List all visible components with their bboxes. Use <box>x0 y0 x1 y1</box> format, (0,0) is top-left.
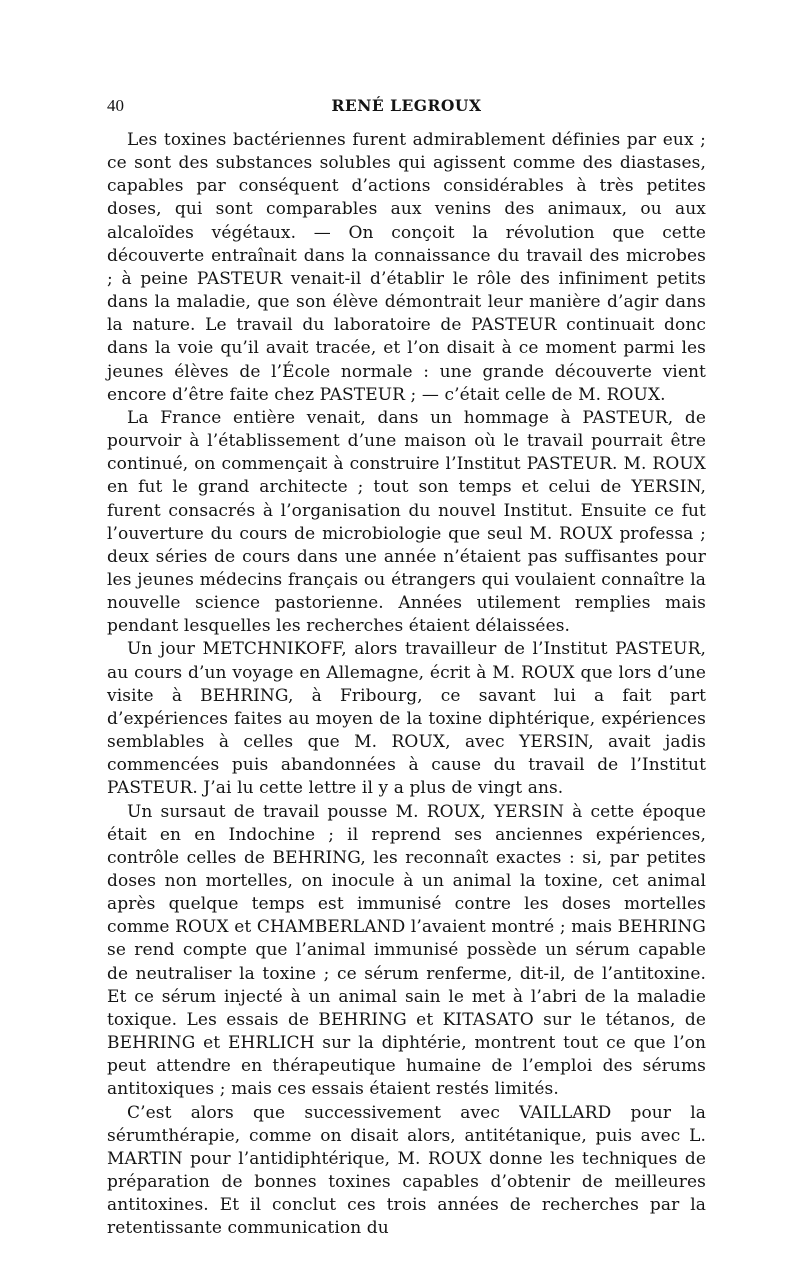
body-text <box>107 129 706 1241</box>
running-head <box>107 96 706 122</box>
paragraph-institut-pasteur: La France entière venait, dans un hommage à PASTEUR, de pourvoir à l’établissement d’une maison où le travail pourrait être continué, on commençait à construire l’Institut PASTEUR. M. ROUX en fut le grand architecte ; tout son temps et celui de YERSIN, furent consacrés à l’organisation du nouvel Institut. Ensuite ce fut l’ouverture du cours de microbiologie que seul M. ROUX professa ; deux séries de cours dans une année n’étaient pas suffisantes pour les jeunes médecins français ou étrangers qui voulaient connaître la nouvelle science pastorienne. Années utilement remplies mais pendant lesquelles les recherches étaient délaissées. <box>107 407 706 637</box>
paragraph-toxines: Les toxines bactériennes furent admirablement définies par eux ; ce sont des substances solubles qui agissent comme des diastases, capables par conséquent d’actions considérables à très petites doses, qui sont comparables aux venins des animaux, ou aux alcaloïdes végétaux. — On conçoit la révolution que cette découverte entraînait dans la connaissance du travail des microbes ; à peine PASTEUR venait-il d’établir le rôle des infiniment petits dans la maladie, que son élève démontrait leur manière d’agir dans la nature. Le travail du laboratoire de PASTEUR continuait donc dans la voie qu’il avait tracée, et l’on disait à ce moment parmi les jeunes élèves de l’École normale : une grande découverte vient encore d’être faite chez PASTEUR ; — c’était celle de M. ROUX. <box>107 130 706 405</box>
paragraph-behring-experiments: Un sursaut de travail pousse M. ROUX, YERSIN à cette époque était en en Indochine ; il reprend ses anciennes expériences, contrôle celles de BEHRING, les reconnaît exactes : si, par petites doses non mortelles, on inocule à un animal la toxine, cet animal après quelque temps est immunisé contre les doses mortelles comme ROUX et CHAMBERLAND l’avaient montré ; mais BEHRING se rend compte que l’animal immunisé possède un sérum capable de neutraliser la toxine ; ce sérum renferme, dit-il, de l’antitoxine. Et ce sérum injecté à un animal sain le met à l’abri de la maladie toxique. Les essais de BEHRING et KITASATO sur le tétanos, de BEHRING et EHRLICH sur la diphtérie, montrent tout ce que l’on peut attendre en thérapeutique humaine de l’emploi des sérums antitoxiques ; mais ces essais étaient restés limités. <box>107 801 706 1100</box>
paragraph-serum-therapy: C’est alors que successivement avec VAILLARD pour la sérumthérapie, comme on disait alors, antitétanique, puis avec L. MARTIN pour l’antidiphtérique, M. ROUX donne les techniques de préparation de bonnes toxines capables d’obtenir de meilleures antitoxines. Et il conclut ces trois années de recherches par la retentissante communication du <box>107 1102 706 1239</box>
paragraph-metchnikoff-letter: Un jour METCHNIKOFF, alors travailleur de l’Institut PASTEUR, au cours d’un voyage en Allemagne, écrit à M. ROUX que lors d’une visite à BEHRING, à Fribourg, ce savant lui a fait part d’expériences faites au moyen de la toxine diphtérique, expériences semblables à celles que M. ROUX, avec YERSIN, avait jadis commencées puis abandonnées à cause du travail de l’Institut PASTEUR. J’ai lu cette lettre il y a plus de vingt ans. <box>107 639 706 799</box>
page-number: 40 <box>107 96 124 115</box>
running-title: RENÉ LEGROUX <box>331 96 482 115</box>
